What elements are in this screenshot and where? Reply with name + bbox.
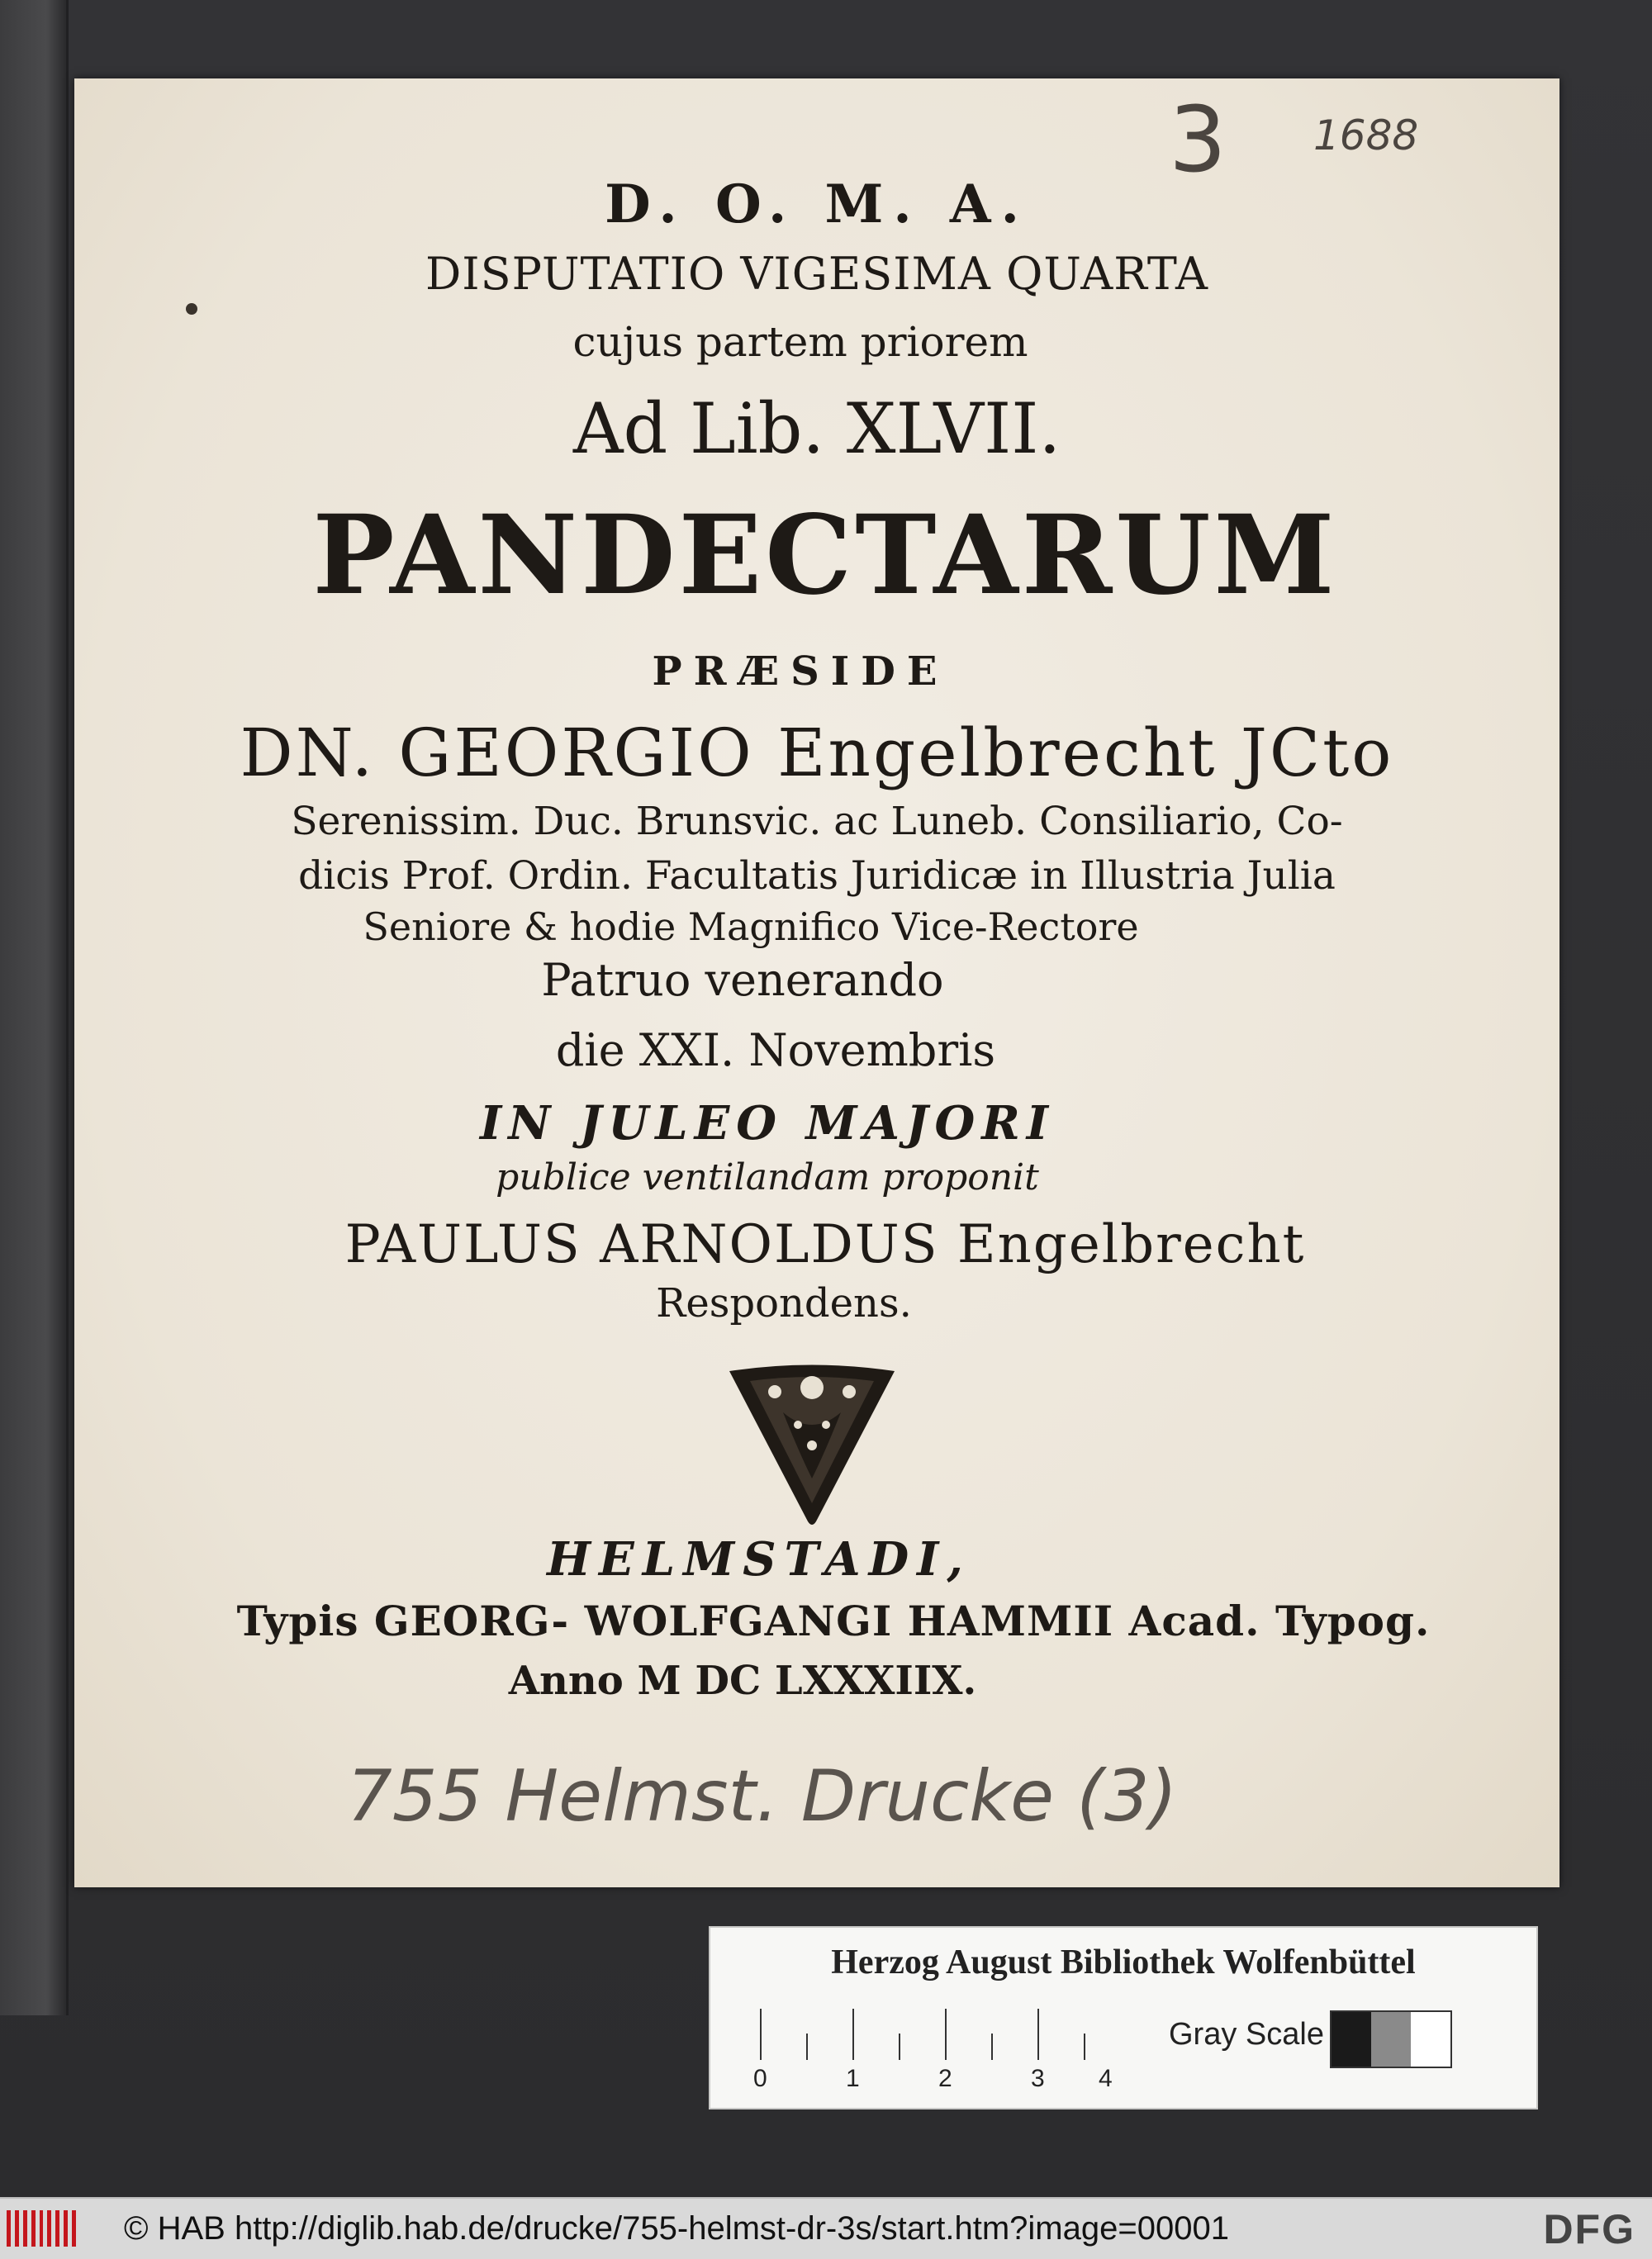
ink-dot bbox=[186, 303, 197, 315]
gray-swatch bbox=[1411, 2012, 1450, 2067]
gray-swatch bbox=[1332, 2012, 1371, 2067]
ruler-tick bbox=[899, 2034, 900, 2060]
hab-logo-icon bbox=[7, 2210, 76, 2247]
title-page bbox=[74, 78, 1559, 1887]
book-reference: Ad Lib. XLVII. bbox=[572, 388, 1061, 469]
handwritten-shelfmark: 755 Helmst. Drucke (3) bbox=[347, 1755, 1178, 1838]
ruler bbox=[760, 2002, 1107, 2060]
ruler-number: 4 bbox=[1099, 2065, 1113, 2092]
imprint-printer: Typis GEORG- WOLFGANGI HAMMII Acad. Typog. bbox=[236, 1597, 1431, 1645]
ruler-number: 1 bbox=[846, 2065, 860, 2092]
proposal-line: publice ventilandam proponit bbox=[496, 1156, 1039, 1198]
handwritten-number: 3 bbox=[1169, 87, 1227, 192]
card-title: Herzog August Bibliothek Wolfenbüttel bbox=[831, 1943, 1416, 1981]
date-line: die XXI. Novembris bbox=[555, 1024, 996, 1076]
ruler-number: 0 bbox=[753, 2065, 767, 2092]
gray-swatch bbox=[1371, 2012, 1411, 2067]
copyright-url[interactable]: © HAB http://diglib.hab.de/drucke/755-helmst-dr-3s/start.htm?image=00001 bbox=[124, 2210, 1229, 2247]
imprint-year: Anno M DC LXXXIIX. bbox=[508, 1658, 977, 1704]
handwritten-year: 1688 bbox=[1313, 112, 1419, 159]
disputation-title: DISPUTATIO VIGESIMA QUARTA bbox=[425, 248, 1208, 300]
footer-bar bbox=[0, 2197, 1652, 2259]
main-title: PANDECTARUM bbox=[312, 491, 1338, 619]
imprint-city: HELMSTADI, bbox=[547, 1532, 971, 1587]
ruler-tick bbox=[1037, 2009, 1039, 2060]
president-title-line-4: Patruo venerando bbox=[541, 954, 944, 1006]
ruler-tick bbox=[1084, 2034, 1085, 2060]
ruler-tick bbox=[760, 2009, 762, 2060]
president-title-line-2: dicis Prof. Ordin. Facultatis Juridicæ in Illustria Julia bbox=[298, 853, 1336, 899]
ruler-tick bbox=[991, 2034, 993, 2060]
respondent-name: PAULUS ARNOLDUS Engelbrecht bbox=[344, 1214, 1306, 1275]
book-spine bbox=[0, 0, 69, 2015]
subtitle: cujus partem priorem bbox=[572, 318, 1028, 366]
printers-ornament bbox=[725, 1363, 899, 1528]
ruler-number: 3 bbox=[1031, 2065, 1045, 2092]
ruler-tick bbox=[806, 2034, 808, 2060]
president-name: DN. GEORGIO Engelbrecht JCto bbox=[240, 714, 1394, 791]
header-dedication: D. O. M. A. bbox=[605, 173, 1029, 235]
location-line: IN JULEO MAJORI bbox=[480, 1096, 1055, 1151]
gray-scale-label: Gray Scale bbox=[1169, 2017, 1324, 2052]
gray-scale-swatches bbox=[1330, 2010, 1452, 2068]
respondent-role: Respondens. bbox=[656, 1280, 912, 1326]
color-calibration-card bbox=[709, 1926, 1538, 2110]
ruler-tick bbox=[852, 2009, 854, 2060]
ruler-tick bbox=[945, 2009, 947, 2060]
president-title-line-1: Serenissim. Duc. Brunsvic. ac Luneb. Consiliario, Co- bbox=[291, 799, 1343, 844]
dfg-logo: DFG bbox=[1543, 2206, 1635, 2252]
praeside-label: PRÆSIDE bbox=[652, 648, 949, 695]
ruler-number: 2 bbox=[938, 2065, 952, 2092]
president-title-line-3: Seniore & hodie Magnifico Vice-Rectore bbox=[363, 904, 1139, 949]
